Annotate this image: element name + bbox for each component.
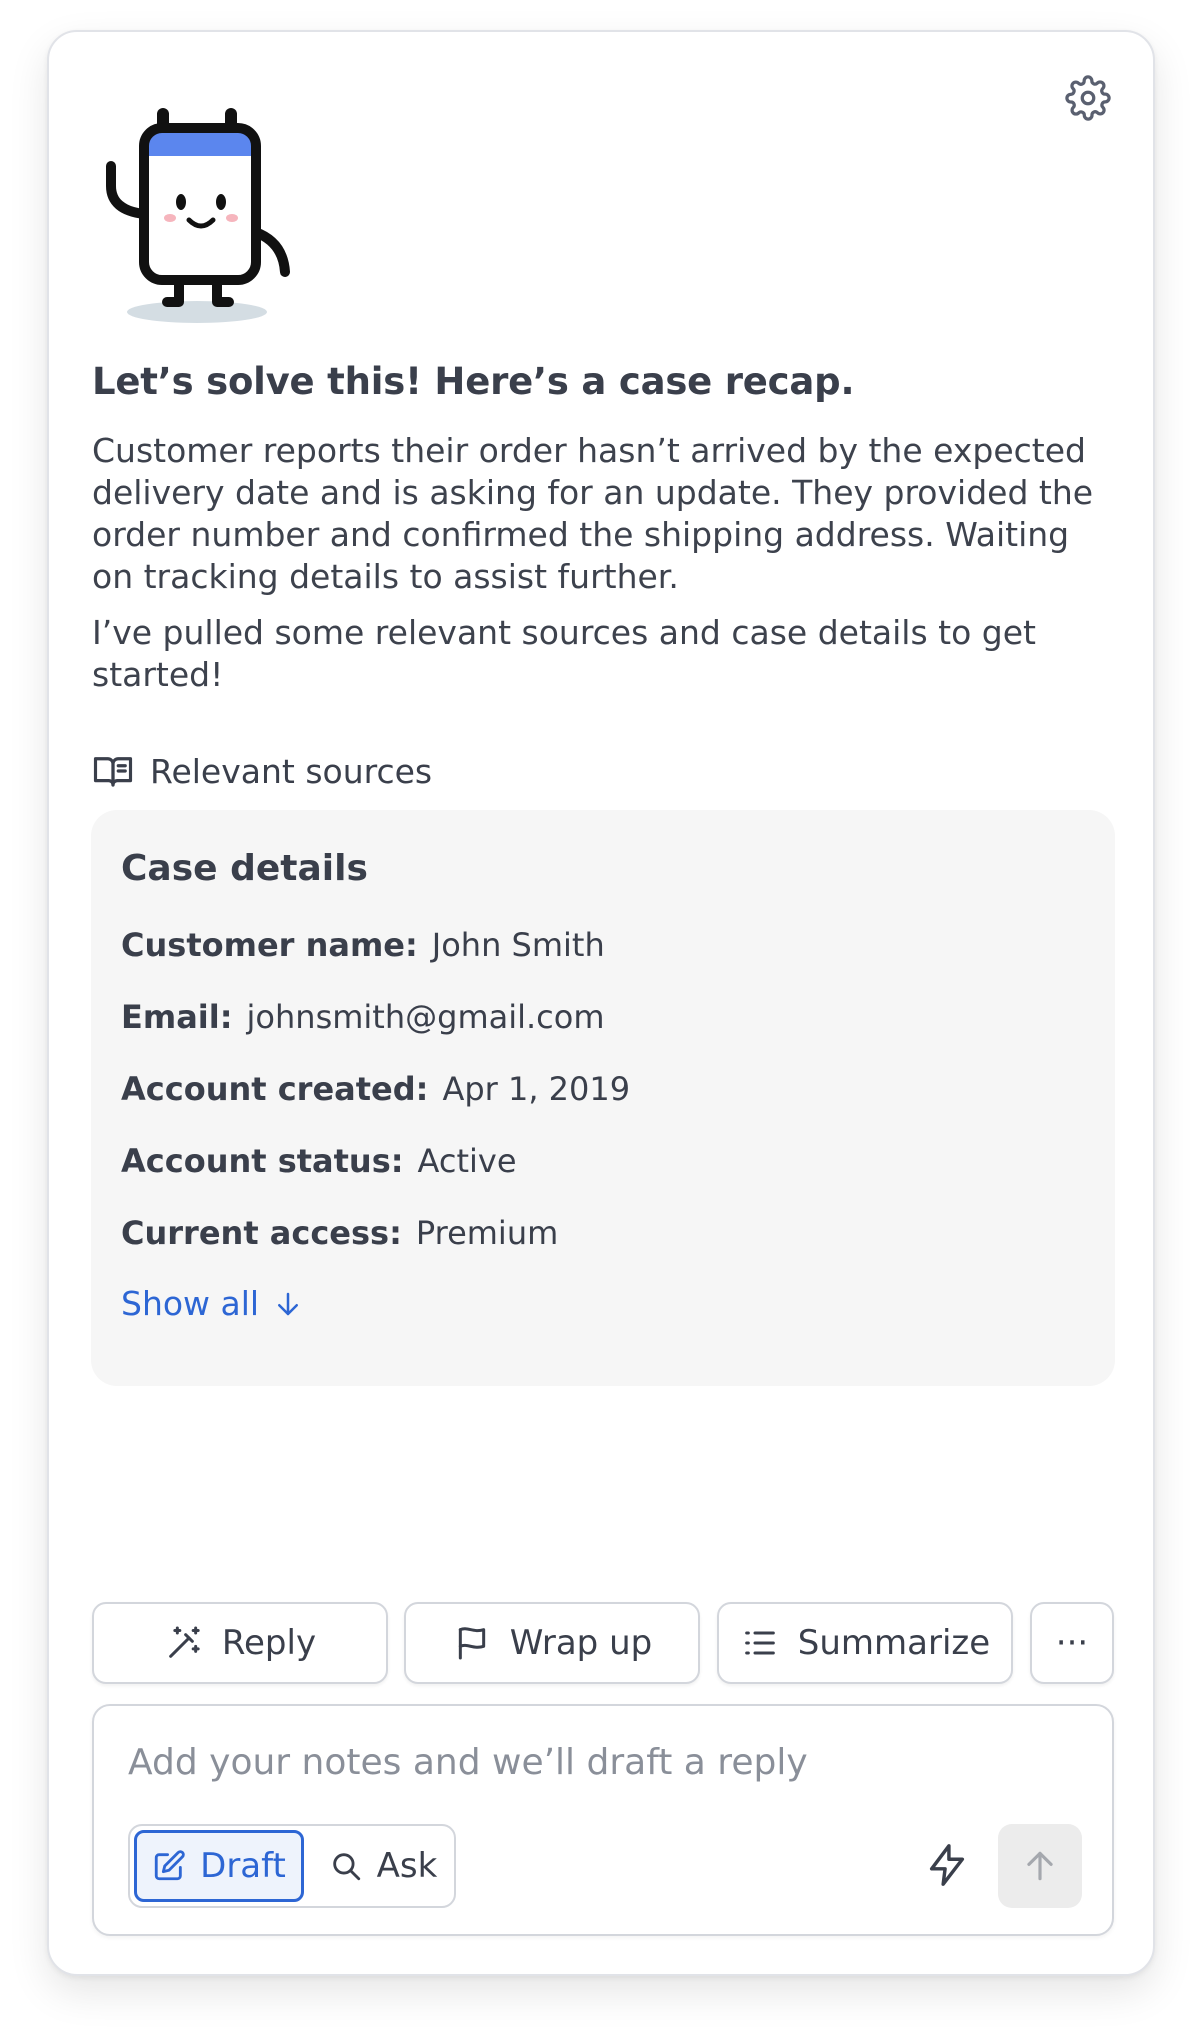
detail-row-email — [121, 998, 605, 1036]
detail-value: Active — [417, 1142, 517, 1180]
detail-value: John Smith — [431, 926, 605, 964]
draft-label: Draft — [200, 1846, 286, 1886]
more-options-button[interactable] — [1030, 1602, 1114, 1684]
detail-label: Customer name: — [121, 926, 418, 964]
lightning-icon[interactable] — [924, 1842, 970, 1888]
edit-icon — [152, 1849, 186, 1883]
flag-icon — [452, 1623, 492, 1663]
calendar-mascot-icon — [97, 84, 297, 330]
reply-button[interactable] — [92, 1602, 388, 1684]
show-all-label: Show all — [121, 1284, 260, 1323]
detail-label: Account created: — [121, 1070, 429, 1108]
arrow-down-icon — [273, 1289, 303, 1319]
recap-intro: I’ve pulled some relevant sources and case details to get started! — [92, 613, 1036, 694]
summarize-label: Summarize — [797, 1623, 991, 1663]
gear-icon[interactable] — [1065, 75, 1111, 121]
detail-row-account-created — [121, 1070, 630, 1108]
notes-input[interactable]: Add your notes and we’ll draft a reply — [128, 1742, 808, 1783]
list-icon — [740, 1623, 780, 1663]
draft-mode-button[interactable] — [134, 1830, 304, 1902]
ask-label: Ask — [376, 1846, 438, 1886]
search-icon — [329, 1849, 363, 1883]
wrap-up-label: Wrap up — [509, 1623, 653, 1663]
show-all-link[interactable] — [121, 1284, 303, 1323]
composer[interactable] — [92, 1704, 1114, 1936]
detail-label: Current access: — [121, 1214, 402, 1252]
case-details-card — [91, 810, 1115, 1386]
detail-row-customer-name — [121, 926, 605, 964]
book-open-icon — [92, 750, 134, 792]
detail-value: Premium — [415, 1214, 559, 1252]
detail-value: johnsmith@gmail.com — [246, 998, 605, 1036]
magic-wand-icon — [164, 1623, 204, 1663]
detail-value: Apr 1, 2019 — [442, 1070, 631, 1108]
ask-mode-button[interactable] — [316, 1830, 450, 1902]
reply-label: Reply — [221, 1623, 317, 1663]
recap-summary: Customer reports their order hasn’t arrived by the expected delivery date and is asking for an update. They provided the order number and confirmed the shipping address. Waiting on tracking details to assist further. — [92, 431, 1094, 596]
arrow-up-icon — [1021, 1847, 1059, 1885]
recap-title: Let’s solve this! Here’s a case recap. — [92, 360, 855, 403]
mode-toggle — [128, 1824, 456, 1908]
detail-row-account-status — [121, 1142, 517, 1180]
case-details-title: Case details — [121, 848, 368, 889]
detail-label: Account status: — [121, 1142, 404, 1180]
relevant-sources-link[interactable] — [92, 750, 432, 792]
assistant-panel — [47, 30, 1155, 1976]
wrap-up-button[interactable] — [404, 1602, 700, 1684]
relevant-sources-label: Relevant sources — [150, 751, 433, 791]
detail-row-current-access — [121, 1214, 558, 1252]
more-options-label: ··· — [1055, 1623, 1089, 1663]
summarize-button[interactable] — [717, 1602, 1013, 1684]
send-button[interactable] — [998, 1824, 1082, 1908]
detail-label: Email: — [121, 998, 233, 1036]
